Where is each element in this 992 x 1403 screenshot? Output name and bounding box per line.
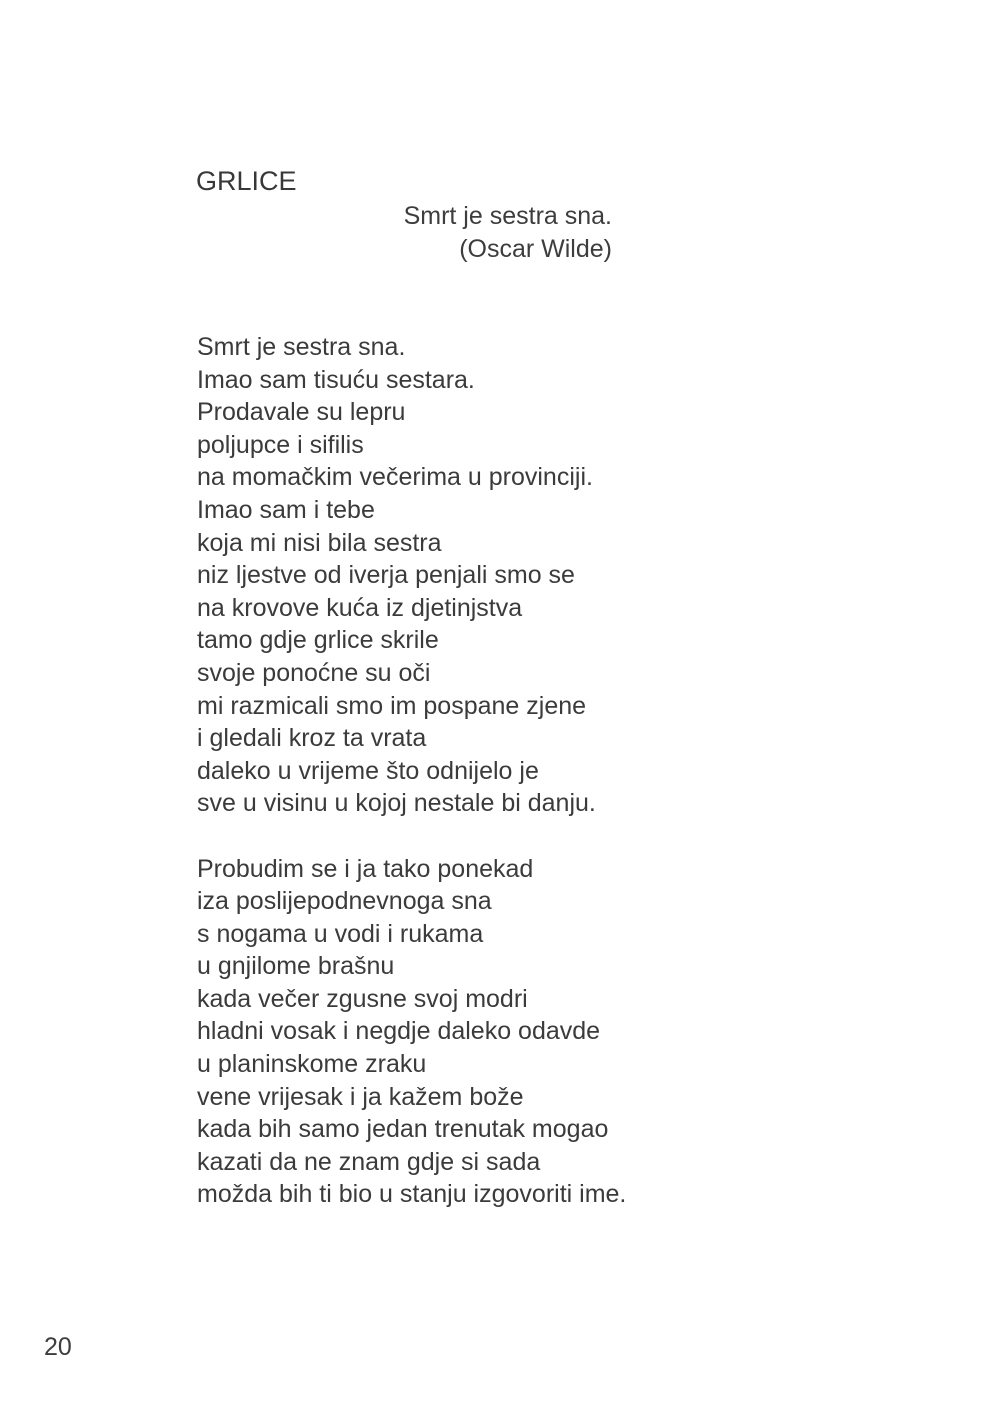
poem-line: kada večer zgusne svoj modri — [197, 984, 528, 1013]
poem-line: Probudim se i ja tako ponekad — [197, 854, 534, 883]
epigraph-quote: Smrt je sestra sna. — [403, 202, 612, 230]
poem-line: možda bih ti bio u stanju izgovoriti ime. — [197, 1180, 627, 1209]
page-number: 20 — [44, 1333, 72, 1361]
poem-line: Smrt je sestra sna. — [197, 333, 406, 361]
poem-line: kazati da ne znam gdje si sada — [197, 1147, 541, 1176]
stanza-2 — [197, 853, 626, 1212]
poem-line: na krovove kuća iz djetinjstva — [197, 593, 523, 622]
poem-line: na momačkim večerima u provinciji. — [197, 463, 593, 492]
poem-line: Prodavale su lepru — [197, 398, 406, 427]
poem-line: iza poslijepodnevnoga sna — [197, 887, 492, 916]
poem-line: vene vrijesak i ja kažem bože — [197, 1082, 524, 1111]
poem-body — [197, 331, 626, 1211]
poem-line: koja mi nisi bila sestra — [197, 528, 442, 557]
poem-line: mi razmicali smo im pospane zjene — [197, 691, 587, 720]
poem-line: Imao sam tisuću sestara. — [197, 365, 475, 394]
poem-title: GRLICE — [196, 166, 297, 196]
poem-line: daleko u vrijeme što odnijelo je — [197, 756, 539, 785]
poem-line: s nogama u vodi i rukama — [197, 919, 484, 948]
epigraph — [312, 200, 612, 266]
epigraph-attribution: (Oscar Wilde) — [459, 235, 612, 263]
poem-line: hladni vosak i negdje daleko odavde — [197, 1017, 601, 1046]
poem-line: i gledali kroz ta vrata — [197, 724, 427, 753]
poem-line: u planinskome zraku — [197, 1050, 427, 1079]
poem-line: u gnjilome brašnu — [197, 952, 395, 981]
poem-line: tamo gdje grlice skrile — [197, 626, 439, 655]
poem-line: niz ljestve od iverja penjali smo se — [197, 561, 575, 590]
poem-line: Imao sam i tebe — [197, 495, 375, 524]
poem-line: poljupce i sifilis — [197, 430, 364, 459]
poem-line: sve u visinu u kojoj nestale bi danju. — [197, 789, 596, 818]
poem-line: svoje ponoćne su oči — [197, 658, 431, 687]
poem-line: kada bih samo jedan trenutak mogao — [197, 1115, 609, 1144]
stanza-1 — [197, 331, 626, 820]
